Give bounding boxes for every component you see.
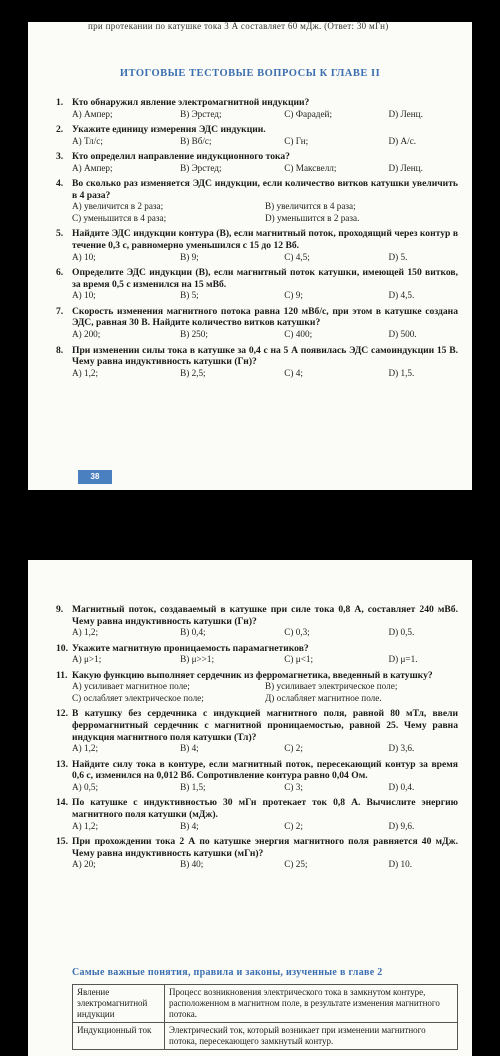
answer-option: C) 25;	[284, 859, 308, 870]
answer-option: C) 0,3;	[284, 627, 310, 638]
question-body: Какую функцию выполняет сердечник из ферромагнетика, введенный в катушку?	[72, 669, 433, 681]
question-number: 10.	[56, 642, 68, 654]
question-number: 5.	[56, 228, 64, 240]
answer-options	[72, 654, 458, 666]
answer-option: C) 4,5;	[284, 251, 310, 262]
answer-option: D) 500.	[388, 329, 417, 340]
answer-option: A) 0,5;	[72, 781, 99, 792]
answer-option: B) усиливает электрическое поле;	[265, 681, 398, 692]
answer-option: D) Ленц.	[388, 108, 423, 119]
question-item	[56, 604, 458, 639]
answer-option: A) 10;	[72, 290, 96, 301]
answer-option: C) μ<1;	[284, 654, 314, 665]
answer-option: B) 4;	[180, 820, 199, 831]
answer-options	[72, 859, 458, 871]
answer-option: D) Ленц.	[388, 162, 423, 173]
answer-option: B) Эрстед;	[180, 108, 222, 119]
chapter-title: ИТОГОВЫЕ ТЕСТОВЫЕ ВОПРОСЫ К ГЛАВЕ II	[119, 68, 381, 79]
answer-option: B) 1,5;	[180, 781, 206, 792]
question-text	[56, 305, 458, 329]
question-body: Укажите магнитную проницаемость парамагнетиков?	[72, 642, 309, 654]
question-body: Кто обнаружил явление электромагнитной индукции?	[72, 97, 310, 108]
question-body: Во сколько раз изменяется ЭДС индукции, если количество витков катушки увеличить в 4 раза?	[72, 178, 458, 201]
question-number: 7.	[56, 305, 64, 317]
question-item	[56, 642, 458, 666]
question-body: При прохождении тока 2 А по катушке энергия магнитного поля равняется 40 мДж. Чему равна индуктивность катушки (мГн)?	[72, 836, 458, 859]
question-item	[56, 708, 458, 754]
textbook-page-39	[28, 560, 472, 1056]
question-text	[56, 228, 458, 252]
question-number: 6.	[56, 267, 64, 279]
question-item	[56, 151, 458, 174]
question-text	[56, 836, 458, 859]
answer-option: C) 9;	[284, 290, 303, 301]
answer-option: D) 9,6.	[388, 820, 415, 831]
answer-option: B) Вб/с;	[180, 135, 212, 146]
answer-option: A) Ампер;	[72, 162, 113, 173]
answer-option: A) 10;	[72, 251, 96, 262]
question-body: При изменении силы тока в катушке за 0,4 с на 5 А появилась ЭДС самоиндукции 15 В. Чему равна индуктивность катушки (Гн)?	[72, 344, 458, 368]
answer-options	[72, 821, 458, 833]
answer-option: A) усиливает магнитное поле;	[72, 681, 190, 692]
question-number: 3.	[56, 151, 64, 163]
answer-option: D) 4,5.	[388, 290, 415, 301]
question-text	[56, 267, 458, 290]
answer-option: B) 0,4;	[180, 627, 206, 638]
answer-options	[72, 252, 458, 264]
question-number: 2.	[56, 124, 64, 136]
question-number: 14.	[56, 797, 68, 809]
question-body: Укажите единицу измерения ЭДС индукции.	[72, 124, 266, 136]
question-list	[56, 604, 458, 875]
answer-option: A) 200;	[72, 329, 101, 340]
question-list	[56, 97, 458, 383]
question-item	[56, 797, 458, 832]
answer-option: A) 1,2;	[72, 367, 99, 378]
table-row	[73, 985, 458, 1023]
answer-option: B) 2,5;	[180, 367, 206, 378]
question-text	[56, 604, 458, 627]
answer-option: C) уменьшится в 4 раза;	[72, 212, 167, 223]
answer-option: D) 3,6.	[388, 743, 415, 754]
answer-option: B) μ>>1;	[180, 654, 214, 665]
question-item	[56, 228, 458, 263]
answer-option: D) А/с.	[388, 135, 417, 146]
question-number: 9.	[56, 604, 64, 615]
concept-term: Индукционный ток	[73, 1023, 165, 1050]
question-body: В катушку без сердечника с индукцией магнитного поля, равной 80 мТл, ввели ферромагнитный сердечник с магнитной проницаемостью, равной 25. Чему равна индукция магнитного поля катушки (Тл)?	[72, 708, 458, 743]
question-text	[56, 344, 458, 368]
question-item	[56, 344, 458, 380]
answer-option: C) ослабляет электрическое поле;	[72, 692, 204, 703]
concepts-table	[72, 984, 458, 1050]
question-item	[56, 836, 458, 871]
question-body: Скорость изменения магнитного потока равна 120 мВб/с, при этом в катушке создана ЭДС, равная 30 В. Найдите количество витков катушки?	[72, 305, 458, 329]
table-row	[73, 1023, 458, 1050]
answer-option: A) Тл/с;	[72, 135, 103, 146]
answer-option: D) 1,5.	[388, 367, 415, 378]
question-text	[56, 758, 458, 782]
answer-option: C) 4;	[284, 367, 303, 378]
answer-options	[72, 201, 458, 224]
concept-term: Явление электромагнитной индукции	[73, 985, 165, 1023]
answer-option: D) 0,5.	[388, 627, 415, 638]
section-title: Самые важные понятия, правила и законы, изученные в главе 2	[72, 967, 383, 978]
answer-option: D) 0,4.	[388, 781, 415, 792]
question-text	[56, 97, 458, 109]
answer-options	[72, 136, 458, 148]
answer-option: A) 1,2;	[72, 820, 99, 831]
answer-option: C) Гн;	[284, 135, 309, 146]
answer-options	[72, 163, 458, 175]
answer-option: B) 5;	[180, 290, 199, 301]
answer-options	[72, 329, 458, 341]
answer-option: C) 2;	[284, 820, 303, 831]
answer-option: B) Эрстед;	[180, 162, 222, 173]
question-number: 1.	[56, 97, 64, 108]
question-body: Найдите силу тока в контуре, если магнитный поток, пересекающий контур за время 0,6 с, изменился на 0,012 Вб. Сопротивление контура равно 0,04 Ом.	[72, 758, 458, 782]
question-body: Найдите ЭДС индукции контура (В), если магнитный поток, проходящий через контур в течение 0,3 с, равномерно уменьшился с 15 до 12 Вб.	[72, 228, 458, 252]
top-cut-text: при протекании по катушке тока 3 А составляет 60 мДж. (Ответ: 30 мГн)	[88, 22, 389, 31]
answer-option: A) Ампер;	[72, 108, 113, 119]
answer-option: Д) ослабляет магнитное поле.	[265, 692, 382, 703]
answer-option: A) 1,2;	[72, 743, 99, 754]
question-item	[56, 267, 458, 302]
question-item	[56, 97, 458, 120]
question-body: Определите ЭДС индукции (В), если магнитный поток катушки, имеющей 150 витков, за время 0,5 с изменился на 15 мВб.	[72, 267, 458, 290]
question-text	[56, 797, 458, 820]
answer-options	[72, 368, 458, 380]
question-text	[56, 178, 458, 201]
answer-option: A) μ>1;	[72, 654, 102, 665]
page-number-badge: 38	[78, 470, 112, 484]
concept-definition: Электрический ток, который возникает при изменении магнитного потока, пересекающего замкнутый контур.	[165, 1023, 458, 1050]
answer-option: D) 10.	[388, 859, 412, 870]
answer-option: A) 1,2;	[72, 627, 99, 638]
answer-option: A) 20;	[72, 859, 96, 870]
question-text	[56, 124, 458, 136]
question-text	[56, 151, 458, 163]
answer-option: B) 250;	[180, 329, 208, 340]
answer-option: B) 40;	[180, 859, 204, 870]
concept-definition: Процесс возникновения электрического тока в замкнутом контуре, расположенном в магнитном поле, в результате изменения магнитного потока.	[165, 985, 458, 1023]
answer-options	[72, 782, 458, 794]
answer-options	[72, 743, 458, 755]
answer-option: B) увеличится в 4 раза;	[265, 201, 356, 212]
question-item	[56, 305, 458, 341]
question-body: По катушке с индуктивностью 30 мГн протекает ток 0,8 А. Вычислите энергию магнитного поля катушки (мДж).	[72, 797, 458, 820]
answer-option: C) 2;	[284, 743, 303, 754]
answer-options	[72, 627, 458, 639]
answer-option: C) Максвелл;	[284, 162, 337, 173]
question-text	[56, 708, 458, 743]
answer-option: D) 5.	[388, 251, 408, 262]
question-number: 4.	[56, 178, 64, 190]
answer-option: D) уменьшится в 2 раза.	[265, 212, 360, 223]
textbook-page-38	[28, 22, 472, 490]
answer-options	[72, 109, 458, 121]
question-item	[56, 758, 458, 794]
question-number: 12.	[56, 708, 68, 720]
question-item	[56, 124, 458, 147]
question-number: 11.	[56, 669, 68, 681]
answer-option: B) 4;	[180, 743, 199, 754]
question-item	[56, 178, 458, 224]
answer-options	[72, 290, 458, 302]
question-number: 15.	[56, 836, 68, 848]
answer-option: B) 9;	[180, 251, 199, 262]
answer-option: A) увеличится в 2 раза;	[72, 201, 164, 212]
answer-option: C) 400;	[284, 329, 313, 340]
answer-options	[72, 681, 458, 704]
question-number: 13.	[56, 758, 68, 770]
question-item	[56, 669, 458, 705]
question-text	[56, 669, 458, 682]
question-body: Кто определил направление индукционного тока?	[72, 151, 290, 163]
question-number: 8.	[56, 344, 64, 356]
answer-option: C) Фарадей;	[284, 108, 333, 119]
question-body: Магнитный поток, создаваемый в катушке при силе тока 0,8 А, составляет 240 мВб. Чему равна индуктивность катушки (Гн)?	[72, 604, 458, 627]
question-text	[56, 642, 458, 655]
answer-option: D) μ=1.	[388, 654, 418, 665]
answer-option: C) 3;	[284, 781, 303, 792]
